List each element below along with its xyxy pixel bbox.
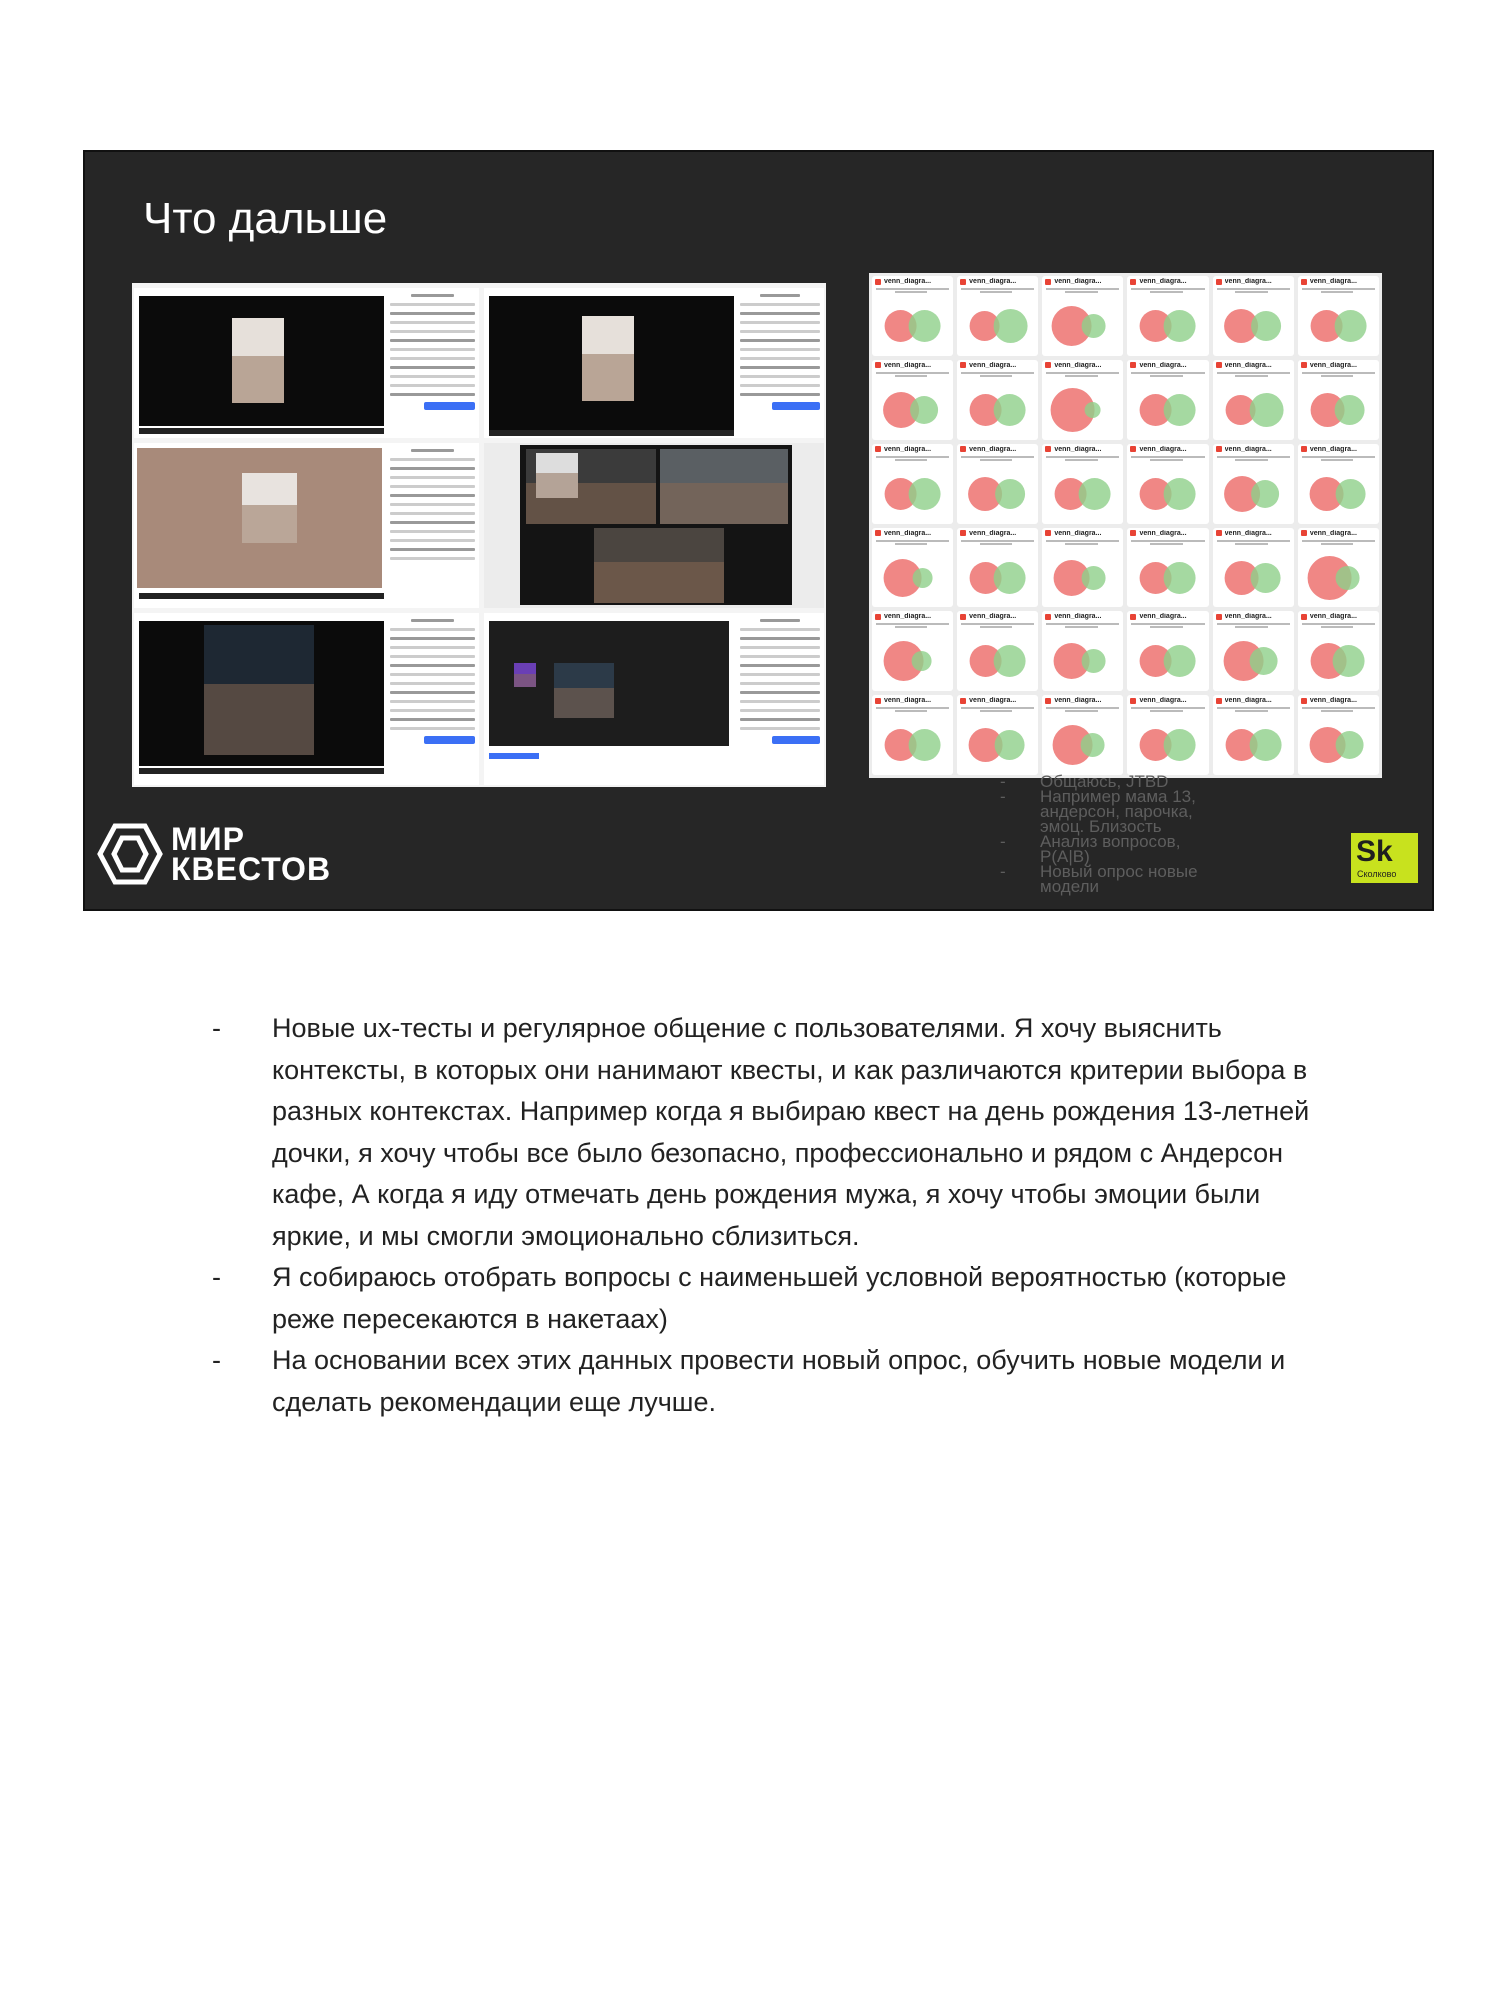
venn-diagram-card bbox=[957, 611, 1038, 691]
venn-diagram bbox=[957, 296, 1038, 356]
venn-diagram bbox=[957, 715, 1038, 775]
venn-diagram-card bbox=[1298, 611, 1379, 691]
venn-diagram-card bbox=[1298, 360, 1379, 440]
venn-diagram-card bbox=[1127, 528, 1208, 608]
venn-diagram-card bbox=[1042, 360, 1123, 440]
venn-diagram bbox=[957, 631, 1038, 691]
file-icon bbox=[1216, 614, 1222, 620]
venn-card-title: venn_diagra... bbox=[1224, 278, 1272, 285]
venn-diagram-card bbox=[872, 276, 953, 356]
file-icon bbox=[960, 279, 966, 285]
venn-card-title: venn_diagra... bbox=[884, 361, 932, 369]
venn-diagram bbox=[1127, 715, 1208, 775]
venn-diagram bbox=[957, 464, 1038, 524]
venn-card-title: venn_diagra... bbox=[1054, 613, 1102, 621]
file-icon bbox=[960, 446, 966, 452]
venn-diagram-card bbox=[1298, 528, 1379, 608]
ux-test-recording bbox=[134, 443, 479, 608]
bullet-list bbox=[212, 1008, 1342, 1423]
venn-diagram bbox=[872, 464, 953, 524]
venn-diagram bbox=[1042, 715, 1123, 775]
venn-diagram bbox=[872, 380, 953, 440]
venn-diagram bbox=[1127, 548, 1208, 608]
venn-diagram bbox=[872, 631, 953, 691]
venn-diagram-card bbox=[1298, 444, 1379, 524]
bullet-item: - Я собираюсь отобрать вопросы с наименьшей условной вероятностью (которые реже пересекаются в накетаах) bbox=[212, 1257, 1342, 1340]
venn-diagram-card bbox=[957, 276, 1038, 356]
file-icon bbox=[1045, 698, 1051, 704]
venn-card-title: venn_diagra... bbox=[969, 529, 1017, 537]
venn-diagram-card bbox=[1127, 611, 1208, 691]
file-icon bbox=[1301, 446, 1307, 452]
file-icon bbox=[1130, 614, 1136, 620]
venn-diagram-card bbox=[1042, 444, 1123, 524]
file-icon bbox=[1301, 614, 1307, 620]
venn-diagram bbox=[872, 548, 953, 608]
venn-diagram-card bbox=[872, 444, 953, 524]
venn-diagram bbox=[1127, 296, 1208, 356]
venn-card-title: venn_diagra... bbox=[1224, 529, 1272, 537]
venn-diagram-card bbox=[1127, 360, 1208, 440]
file-icon bbox=[1216, 279, 1222, 285]
slide-title: Что дальше bbox=[143, 194, 388, 243]
file-icon bbox=[1216, 362, 1222, 368]
venn-card-title: venn_diagra... bbox=[1309, 697, 1357, 705]
venn-card-title: venn_diagra... bbox=[884, 613, 932, 621]
venn-diagram bbox=[1042, 464, 1123, 524]
venn-card-title: venn_diagra... bbox=[969, 445, 1017, 453]
file-icon bbox=[1130, 698, 1136, 704]
venn-diagram bbox=[1298, 296, 1379, 356]
venn-diagrams-grid bbox=[869, 273, 1382, 778]
file-icon bbox=[1130, 279, 1136, 285]
file-icon bbox=[1216, 446, 1222, 452]
venn-card-title: venn_diagra... bbox=[1139, 613, 1187, 621]
ux-test-recording bbox=[484, 288, 824, 438]
file-icon bbox=[1301, 698, 1307, 704]
venn-diagram bbox=[1298, 631, 1379, 691]
venn-diagram-card bbox=[1298, 695, 1379, 775]
hexagon-logo-icon bbox=[97, 822, 163, 886]
venn-diagram bbox=[872, 296, 953, 356]
venn-diagram bbox=[1298, 464, 1379, 524]
venn-diagram bbox=[1127, 380, 1208, 440]
venn-diagram-card bbox=[1213, 695, 1294, 775]
venn-diagram bbox=[872, 715, 953, 775]
venn-diagram-card bbox=[1042, 528, 1123, 608]
venn-card-title: venn_diagra... bbox=[1224, 361, 1272, 369]
slide-note: - Новый опрос новые модели bbox=[1000, 864, 1230, 894]
venn-diagram-card bbox=[1042, 276, 1123, 356]
venn-diagram-card bbox=[1213, 528, 1294, 608]
venn-card-title: venn_diagra... bbox=[884, 529, 932, 537]
file-icon bbox=[1045, 446, 1051, 452]
file-icon bbox=[960, 530, 966, 536]
logo-word: КВЕСТОВ bbox=[171, 851, 332, 887]
bullet-item: - Новые ux-тесты и регулярное общение с пользователями. Я хочу выяснить контексты, в которых они нанимают квесты, и как различаются критерии выбора в разных контекстах. Например когда я выбираю квест на день рождения 13-летней дочки, я хочу чтобы все было безопасно, профессионально и рядом с Андерсон кафе, А когда я иду отмечать день рождения мужа, я хочу чтобы эмоции были яркие, и мы смогли эмоционально сблизиться. bbox=[212, 1008, 1342, 1257]
venn-card-title: venn_diagra... bbox=[1309, 445, 1357, 453]
skolkovo-mark: Sk bbox=[1356, 835, 1393, 868]
file-icon bbox=[875, 530, 881, 536]
slide-note: - Анализ вопросов, P(A|B) bbox=[1000, 834, 1230, 864]
venn-diagram-card bbox=[872, 528, 953, 608]
venn-diagram bbox=[1127, 631, 1208, 691]
venn-diagram bbox=[1042, 296, 1123, 356]
venn-diagram-card bbox=[1213, 611, 1294, 691]
venn-diagram bbox=[1042, 548, 1123, 608]
venn-diagram-card bbox=[1127, 695, 1208, 775]
venn-card-title: venn_diagra... bbox=[884, 445, 932, 453]
file-icon bbox=[1130, 362, 1136, 368]
venn-diagram-card bbox=[872, 695, 953, 775]
venn-card-title: venn_diagra... bbox=[969, 278, 1017, 285]
file-icon bbox=[875, 614, 881, 620]
venn-card-title: venn_diagra... bbox=[1139, 697, 1187, 705]
file-icon bbox=[1045, 530, 1051, 536]
file-icon bbox=[875, 279, 881, 285]
ux-test-recording bbox=[484, 613, 824, 785]
venn-diagram bbox=[1213, 548, 1294, 608]
venn-card-title: venn_diagra... bbox=[884, 278, 932, 285]
venn-card-title: venn_diagra... bbox=[1309, 529, 1357, 537]
venn-diagram bbox=[957, 548, 1038, 608]
file-icon bbox=[1045, 279, 1051, 285]
venn-diagram-card bbox=[1042, 611, 1123, 691]
venn-card-title: venn_diagra... bbox=[1054, 278, 1102, 285]
slide-notes bbox=[1000, 774, 1230, 894]
skolkovo-badge bbox=[1351, 833, 1418, 883]
venn-diagram-card bbox=[1213, 444, 1294, 524]
bullet-item: - На основании всех этих данных провести новый опрос, обучить новые модели и сделать рекомендации еще лучше. bbox=[212, 1340, 1342, 1423]
file-icon bbox=[960, 614, 966, 620]
ux-test-screenshots-collage bbox=[132, 283, 826, 787]
venn-diagram-card bbox=[1127, 276, 1208, 356]
ux-test-recording bbox=[134, 288, 479, 438]
venn-diagram-card bbox=[957, 528, 1038, 608]
venn-diagram bbox=[1213, 380, 1294, 440]
venn-card-title: venn_diagra... bbox=[969, 697, 1017, 705]
venn-card-title: venn_diagra... bbox=[1309, 278, 1357, 285]
slide-note: - Например мама 13, андерсон, парочка, эмоц. Близость bbox=[1000, 789, 1230, 834]
venn-diagram bbox=[1127, 464, 1208, 524]
venn-card-title: venn_diagra... bbox=[969, 613, 1017, 621]
venn-diagram bbox=[1213, 631, 1294, 691]
venn-diagram-card bbox=[1213, 276, 1294, 356]
file-icon bbox=[1216, 530, 1222, 536]
venn-diagram-card bbox=[957, 695, 1038, 775]
ux-test-recording bbox=[134, 613, 479, 785]
file-icon bbox=[875, 362, 881, 368]
slide-note: - Общаюсь, JTBD bbox=[1000, 774, 1230, 789]
venn-diagram bbox=[1298, 380, 1379, 440]
venn-diagram bbox=[1213, 464, 1294, 524]
skolkovo-label: Сколково bbox=[1357, 869, 1397, 879]
file-icon bbox=[1130, 530, 1136, 536]
file-icon bbox=[875, 698, 881, 704]
venn-diagram-card bbox=[957, 360, 1038, 440]
video-call-recording bbox=[484, 443, 824, 608]
venn-card-title: venn_diagra... bbox=[1309, 361, 1357, 369]
venn-card-title: venn_diagra... bbox=[1139, 445, 1187, 453]
file-icon bbox=[1301, 530, 1307, 536]
venn-card-title: venn_diagra... bbox=[1139, 278, 1187, 285]
file-icon bbox=[1301, 362, 1307, 368]
venn-card-title: venn_diagra... bbox=[1054, 361, 1102, 369]
venn-card-title: venn_diagra... bbox=[1224, 613, 1272, 621]
venn-diagram bbox=[1298, 715, 1379, 775]
venn-diagram bbox=[1213, 715, 1294, 775]
venn-card-title: venn_diagra... bbox=[1224, 445, 1272, 453]
venn-diagram-card bbox=[872, 611, 953, 691]
venn-diagram-card bbox=[872, 360, 953, 440]
file-icon bbox=[960, 698, 966, 704]
venn-diagram bbox=[957, 380, 1038, 440]
venn-card-title: venn_diagra... bbox=[1054, 445, 1102, 453]
venn-card-title: venn_diagra... bbox=[1054, 529, 1102, 537]
file-icon bbox=[1216, 698, 1222, 704]
file-icon bbox=[875, 446, 881, 452]
venn-diagram bbox=[1042, 631, 1123, 691]
file-icon bbox=[1045, 614, 1051, 620]
venn-card-title: venn_diagra... bbox=[969, 361, 1017, 369]
venn-card-title: venn_diagra... bbox=[1054, 697, 1102, 705]
file-icon bbox=[960, 362, 966, 368]
venn-card-title: venn_diagra... bbox=[1224, 697, 1272, 705]
venn-diagram-card bbox=[957, 444, 1038, 524]
file-icon bbox=[1130, 446, 1136, 452]
venn-diagram-card bbox=[1127, 444, 1208, 524]
venn-card-title: venn_diagra... bbox=[1139, 361, 1187, 369]
venn-diagram-card bbox=[1042, 695, 1123, 775]
mir-kvestov-logo bbox=[97, 820, 367, 890]
venn-diagram bbox=[1298, 548, 1379, 608]
file-icon bbox=[1301, 279, 1307, 285]
venn-diagram bbox=[1213, 296, 1294, 356]
file-icon bbox=[1045, 362, 1051, 368]
venn-diagram bbox=[1042, 380, 1123, 440]
venn-diagram-card bbox=[1213, 360, 1294, 440]
slide bbox=[83, 150, 1434, 911]
venn-card-title: venn_diagra... bbox=[1309, 613, 1357, 621]
venn-diagram-card bbox=[1298, 276, 1379, 356]
venn-card-title: venn_diagra... bbox=[884, 697, 932, 705]
logo-word: МИР bbox=[171, 821, 245, 857]
venn-card-title: venn_diagra... bbox=[1139, 529, 1187, 537]
